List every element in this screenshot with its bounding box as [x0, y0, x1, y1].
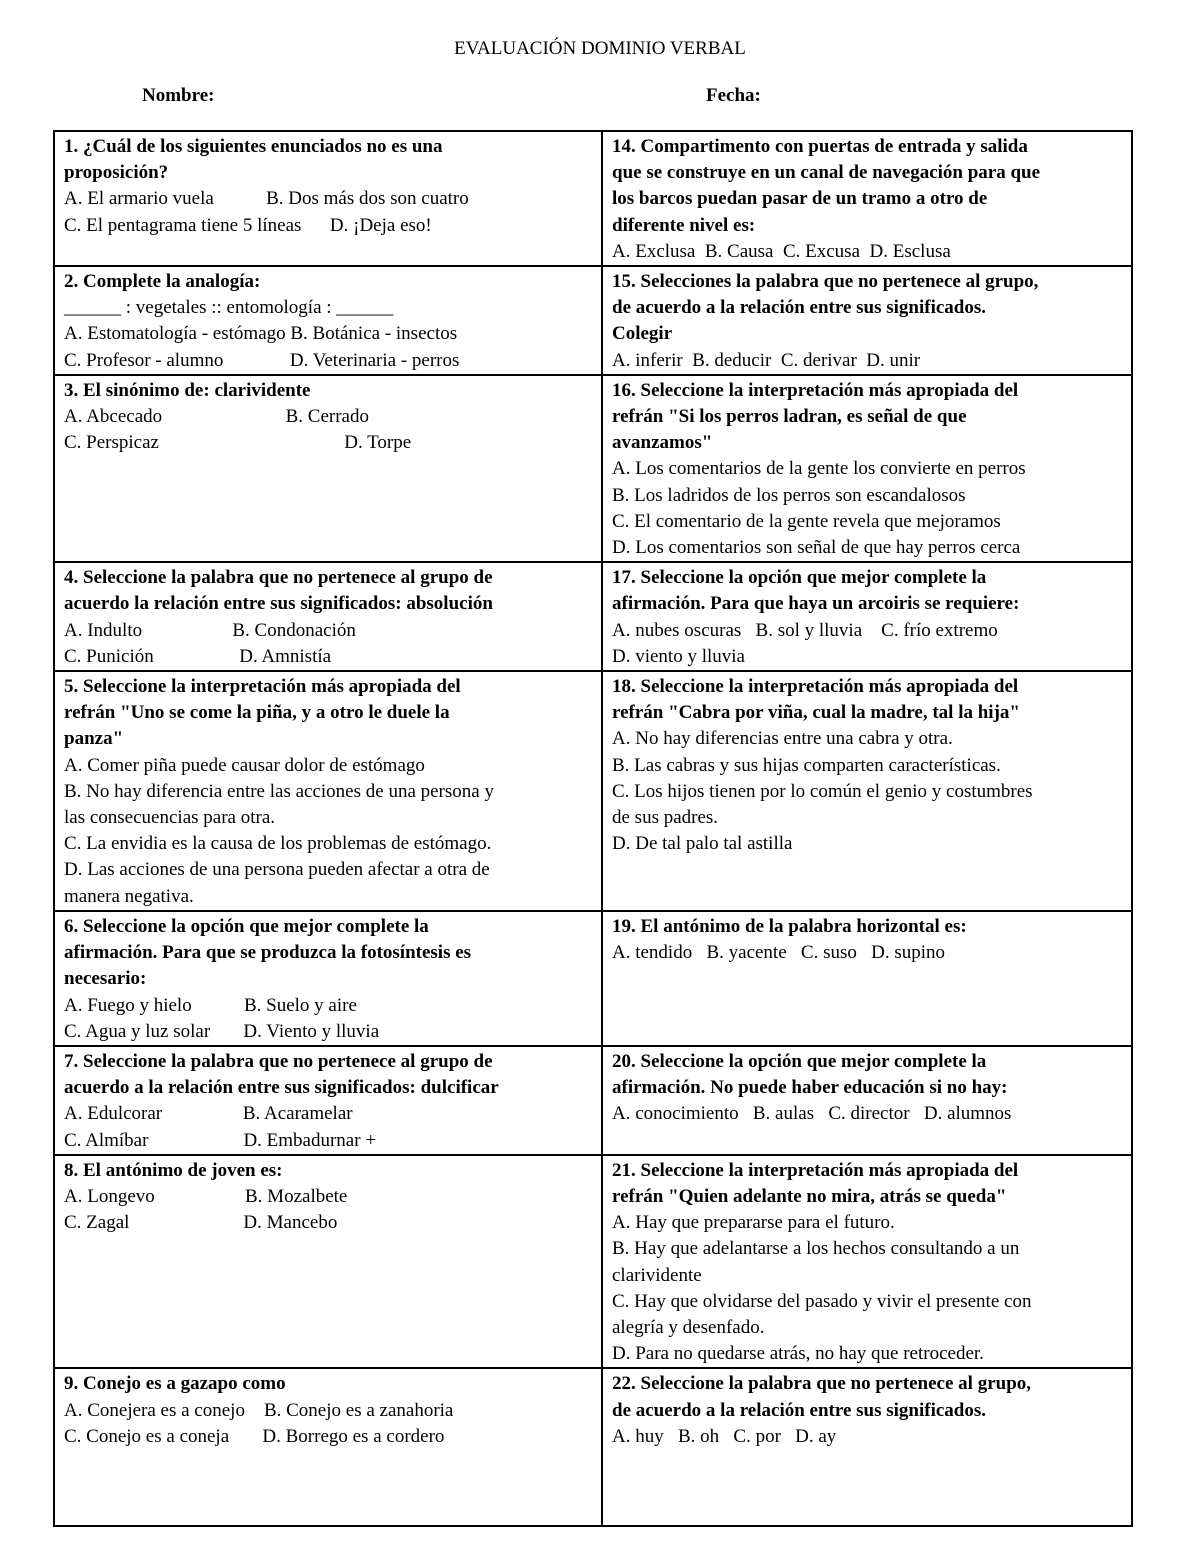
answer-option-line: D. Los comentarios son señal de que hay perros cerca [612, 537, 1021, 559]
question-row [54, 562, 1132, 671]
answer-option-line: A. Fuego y hielo B. Suelo y aire [64, 994, 357, 1016]
question-row [54, 266, 1132, 375]
answer-option-line: A. tendido B. yacente C. suso D. supino [612, 942, 946, 964]
question-text: afirmación. Para que haya un arcoiris se requiere: [612, 593, 1020, 615]
answer-option-line: C. Agua y luz solar D. Viento y lluvia [64, 1020, 380, 1042]
answer-option-line: D. De tal palo tal astilla [612, 833, 793, 855]
question-text: de acuerdo a la relación entre sus significados. [612, 1399, 987, 1421]
answer-option-line: manera negativa. [64, 885, 194, 907]
question-text: 21. Seleccione la interpretación más apropiada del [612, 1159, 1019, 1181]
answer-option-line: B. No hay diferencia entre las acciones de una persona y [64, 780, 494, 802]
question-text: 15. Selecciones la palabra que no pertenece al grupo, [612, 271, 1039, 293]
answer-option-line: C. Hay que olvidarse del pasado y vivir el presente con [612, 1290, 1032, 1312]
answer-option-line: A. Conejera es a conejo B. Conejo es a zanahoria [64, 1399, 454, 1421]
answer-option-line: A. Hay que prepararse para el futuro. [612, 1212, 895, 1234]
question-cell [54, 671, 602, 911]
answer-option-line: A. Exclusa B. Causa C. Excusa D. Esclusa [612, 240, 951, 262]
answer-option-line: C. Almíbar D. Embadurnar + [64, 1129, 377, 1151]
question-text: 1. ¿Cuál de los siguientes enunciados no es una [64, 136, 443, 157]
question-text: refrán "Si los perros ladran, es señal de que [612, 406, 967, 428]
question-text: 5. Seleccione la interpretación más apropiada del [64, 676, 461, 698]
answer-option-line: A. No hay diferencias entre una cabra y otra. [612, 728, 953, 750]
question-text: 3. El sinónimo de: clarividente [64, 379, 311, 401]
question-text: 6. Seleccione la opción que mejor complete la [64, 915, 429, 937]
answer-option-line: C. El pentagrama tiene 5 líneas D. ¡Deja eso! [64, 214, 432, 236]
question-cell [602, 671, 1132, 911]
answer-option-line: ______ : vegetales :: entomología : ______ [64, 297, 394, 319]
answer-option-line: B. Las cabras y sus hijas comparten características. [612, 754, 1001, 776]
question-text: 2. Complete la analogía: [64, 271, 261, 293]
answer-option-line: A. Edulcorar B. Acaramelar [64, 1103, 353, 1125]
date-label: Fecha: [706, 85, 761, 106]
answer-option-line: B. Los ladridos de los perros son escandalosos [612, 484, 966, 506]
answer-option-line: A. huy B. oh C. por D. ay [612, 1425, 837, 1447]
question-text: 4. Seleccione la palabra que no pertenece al grupo de [64, 567, 493, 589]
question-cell [602, 1046, 1132, 1155]
question-cell [54, 375, 602, 562]
question-cell [54, 1368, 602, 1526]
question-cell [54, 1046, 602, 1155]
question-text: refrán "Cabra por viña, cual la madre, tal la hija" [612, 702, 1020, 724]
question-text: diferente nivel es: [612, 214, 756, 236]
question-cell [602, 911, 1132, 1046]
question-cell [54, 562, 602, 671]
answer-option-line: C. Perspicaz D. Torpe [64, 432, 412, 454]
answer-option-line: D. Para no quedarse atrás, no hay que retroceder. [612, 1343, 984, 1365]
question-cell [54, 266, 602, 375]
question-row [54, 911, 1132, 1046]
question-row [54, 375, 1132, 562]
question-text: 16. Seleccione la interpretación más apropiada del [612, 379, 1019, 401]
question-text: refrán "Quien adelante no mira, atrás se queda" [612, 1185, 1007, 1207]
question-text: refrán "Uno se come la piña, y a otro le duele la [64, 702, 450, 724]
answer-option-line: A. Estomatología - estómago B. Botánica - insectos [64, 323, 458, 345]
question-text: 19. El antónimo de la palabra horizontal es: [612, 915, 967, 937]
question-text: 14. Compartimento con puertas de entrada y salida [612, 136, 1028, 157]
question-cell [602, 1155, 1132, 1369]
question-text: 9. Conejo es a gazapo como [64, 1373, 286, 1395]
question-text: afirmación. Para que se produzca la fotosíntesis es [64, 942, 472, 964]
answer-option-line: A. Comer piña puede causar dolor de estómago [64, 754, 425, 776]
question-row [54, 671, 1132, 911]
question-text: los barcos puedan pasar de un tramo a otro de [612, 188, 988, 210]
question-text: 18. Seleccione la interpretación más apropiada del [612, 676, 1019, 698]
answer-option-line: D. Las acciones de una persona pueden afectar a otra de [64, 859, 490, 881]
question-cell [602, 266, 1132, 375]
answer-option-line: C. El comentario de la gente revela que mejoramos [612, 510, 1001, 532]
answer-option-line: A. Los comentarios de la gente los convierte en perros [612, 458, 1026, 480]
question-cell [54, 1155, 602, 1369]
answer-option-line: C. Zagal D. Mancebo [64, 1212, 338, 1234]
answer-option-line: C. Profesor - alumno D. Veterinaria - perros [64, 349, 460, 371]
name-label: Nombre: [142, 85, 215, 106]
answer-option-line: clarividente [612, 1264, 702, 1286]
answer-option-line: A. inferir B. deducir C. derivar D. unir [612, 349, 921, 371]
question-text: 20. Seleccione la opción que mejor complete la [612, 1050, 987, 1072]
question-row [54, 1046, 1132, 1155]
question-text: Colegir [612, 323, 673, 345]
answer-option-line: A. conocimiento B. aulas C. director D. alumnos [612, 1103, 1012, 1125]
question-cell [602, 375, 1132, 562]
answer-option-line: las consecuencias para otra. [64, 807, 276, 829]
answer-option-line: alegría y desenfado. [612, 1316, 765, 1338]
document-title: EVALUACIÓN DOMINIO VERBAL [454, 38, 746, 59]
answer-option-line: A. nubes oscuras B. sol y lluvia C. frío extremo [612, 619, 998, 641]
question-text: necesario: [64, 968, 147, 990]
question-text: acuerdo la relación entre sus significados: absolución [64, 593, 493, 615]
answer-option-line: de sus padres. [612, 807, 719, 829]
question-cell [602, 562, 1132, 671]
question-text: 22. Seleccione la palabra que no pertenece al grupo, [612, 1373, 1032, 1395]
answer-option-line: C. Los hijos tienen por lo común el genio y costumbres [612, 780, 1033, 802]
answer-option-line: A. Indulto B. Condonación [64, 619, 356, 641]
question-text: proposición? [64, 162, 169, 184]
question-text: 17. Seleccione la opción que mejor complete la [612, 567, 987, 589]
answer-option-line: B. Hay que adelantarse a los hechos consultando a un [612, 1238, 1020, 1260]
question-text: 8. El antónimo de joven es: [64, 1159, 283, 1181]
answer-option-line: C. Punición D. Amnistía [64, 645, 332, 667]
answer-option-line: C. La envidia es la causa de los problemas de estómago. [64, 833, 492, 855]
answer-option-line: A. El armario vuela B. Dos más dos son cuatro [64, 188, 469, 210]
questions-table [53, 130, 1133, 1527]
question-row [54, 131, 1132, 266]
question-text: acuerdo a la relación entre sus significados: dulcificar [64, 1077, 499, 1099]
answer-option-line: A. Abcecado B. Cerrado [64, 406, 369, 428]
answer-option-line: C. Conejo es a coneja D. Borrego es a cordero [64, 1425, 445, 1447]
question-row [54, 1368, 1132, 1526]
question-text: que se construye en un canal de navegación para que [612, 162, 1041, 184]
question-text: 7. Seleccione la palabra que no pertenece al grupo de [64, 1050, 493, 1072]
question-text: afirmación. No puede haber educación si no hay: [612, 1077, 1008, 1099]
question-cell [602, 131, 1132, 266]
question-cell [54, 911, 602, 1046]
question-cell [602, 1368, 1132, 1526]
question-row [54, 1155, 1132, 1369]
question-text: de acuerdo a la relación entre sus significados. [612, 297, 987, 319]
question-text: panza" [64, 728, 124, 750]
question-cell [54, 131, 602, 266]
answer-option-line: D. viento y lluvia [612, 645, 745, 667]
answer-option-line: A. Longevo B. Mozalbete [64, 1185, 348, 1207]
question-text: avanzamos" [612, 432, 713, 454]
